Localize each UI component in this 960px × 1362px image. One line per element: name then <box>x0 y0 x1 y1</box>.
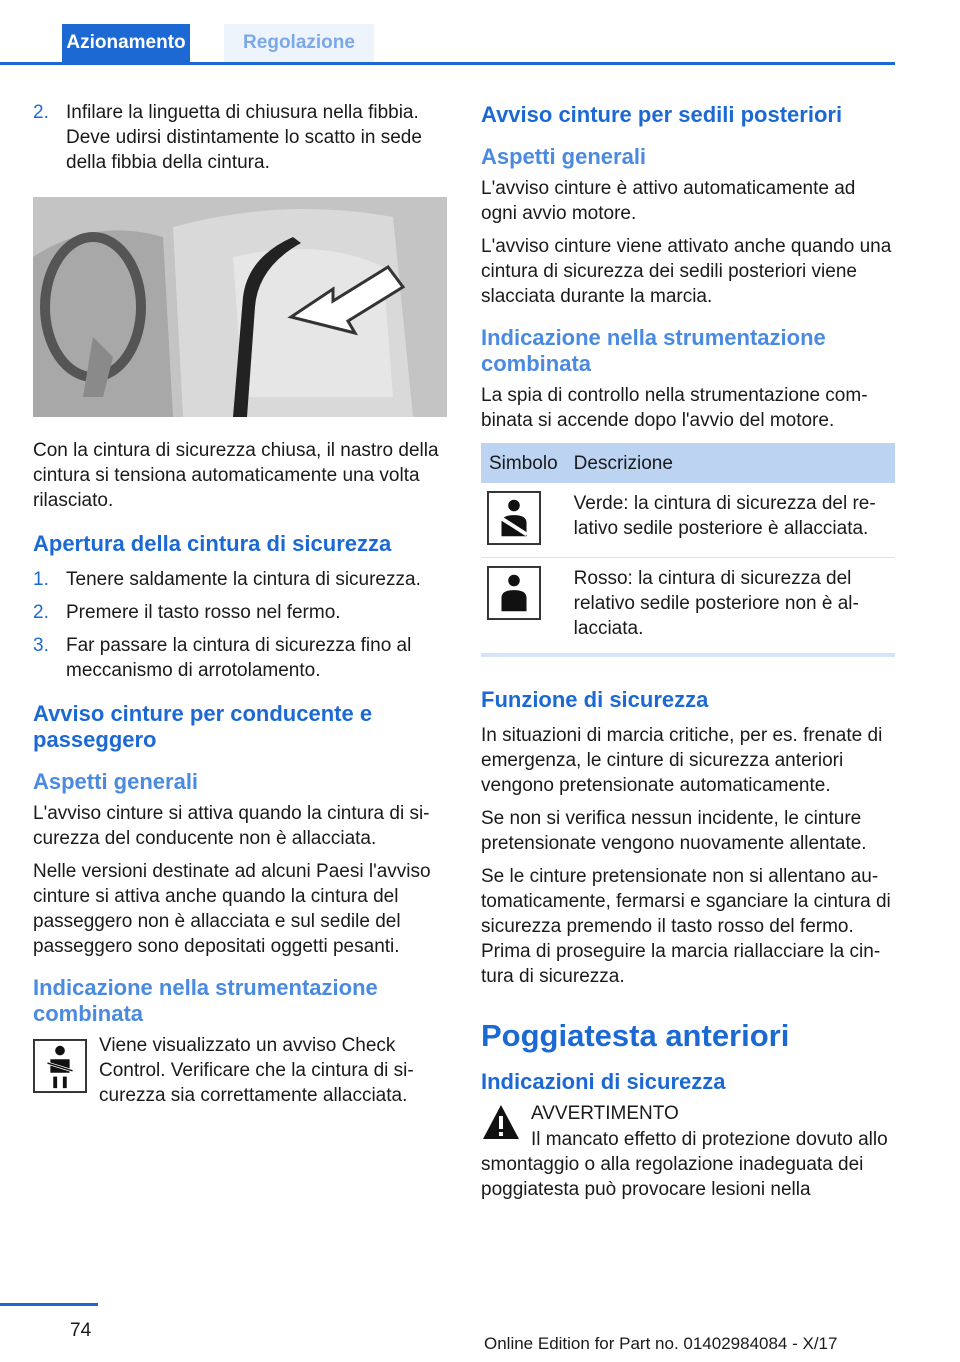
heading-indicazioni-sicurezza: Indicazioni di sicurezza <box>481 1069 726 1094</box>
list-item <box>33 600 447 625</box>
paragraph: Se non si verifica nessun incidente, le cinture pretensionate vengono nuovamente allentate. <box>481 808 867 854</box>
check-control-text: Viene visualizzato un avviso Check Control. Verificare che la cintura di sicurezza sia correttamente allacciata. <box>99 1035 414 1106</box>
paragraph: La spia di controllo nella strumentazione combinata si accende dopo l'avvio del motore. <box>481 385 868 431</box>
page-number: 74 <box>70 1320 92 1341</box>
step-text: Tenere saldamente la cintura di sicurezza. <box>66 569 421 590</box>
heading-avviso-conducente: Avviso cinture per conducente e passeggero <box>33 701 373 752</box>
seatbelt-photo <box>33 197 447 417</box>
warning-block <box>481 1101 895 1151</box>
list-item <box>33 633 447 683</box>
tab-azionamento[interactable]: Azionamento <box>62 24 190 62</box>
paragraph: Se le cinture pretensionate non si allentano automaticamente, fermarsi e sganciare la cintura di sicurezza premendo il tasto rosso del fermo. Prima di proseguire la marcia riallacciare la cintura di sicurezza. <box>481 866 891 987</box>
tab-regolazione[interactable]: Regolazione <box>224 24 374 62</box>
symbol-table <box>481 443 895 657</box>
steps-list <box>33 567 447 683</box>
list-item <box>33 567 447 592</box>
edition-note: Online Edition for Part no. 01402984084 - X/17 <box>484 1334 838 1353</box>
right-column <box>481 100 895 1202</box>
list-item <box>33 100 447 175</box>
paragraph: Con la cintura di sicurezza chiusa, il nastro della cintura si tensiona automaticamente una volta rilasciato. <box>33 440 439 511</box>
header-tabs <box>0 24 895 65</box>
step-number: 2. <box>33 102 49 123</box>
symbol-cell <box>481 558 566 656</box>
table-row <box>481 558 895 656</box>
seatbelt-warning-icon <box>33 1039 87 1093</box>
step-text: Infilare la linguetta di chiusura nella fibbia. Deve udirsi distintamente lo scatto in sede della fibbia della cintura. <box>66 102 422 173</box>
paragraph: L'avviso cinture si attiva quando la cintura di sicurezza del conducente non è allacciata. <box>33 803 430 849</box>
heading-aspetti-generali: Aspetti generali <box>33 769 199 794</box>
table-header-symbol: Simbolo <box>481 443 566 483</box>
seatbelt-unfastened-icon <box>487 566 541 620</box>
check-control-row <box>33 1033 447 1108</box>
paragraph: Nelle versioni destinate ad alcuni Paesi l'avviso cinture si attiva anche quando la cintura del passeggero non è allacciata e sul sedile del passeggero sono depositati oggetti pesanti. <box>33 861 431 957</box>
warning-triangle-icon <box>481 1103 521 1141</box>
table-row <box>481 483 895 558</box>
step-text: Premere il tasto rosso nel fermo. <box>66 602 341 623</box>
heading-indicazione: Indicazione nella strumentazione combinata <box>33 975 378 1026</box>
paragraph: In situazioni di marcia critiche, per es. frenate di emergenza, le cinture di sicurezza anteriori vengono pretensionate automaticamente. <box>481 725 883 796</box>
warning-title: AVVERTIMENTO <box>531 1103 679 1124</box>
step-number: 1. <box>33 569 49 590</box>
heading-apertura: Apertura della cintura di sicurezza <box>33 531 392 556</box>
heading-poggiatesta: Poggiatesta anteriori <box>481 1018 790 1053</box>
step-number: 3. <box>33 635 49 656</box>
footer-rule <box>0 1303 98 1306</box>
warning-text: Il mancato effetto di protezione dovuto allo smontaggio o alla regolazione inadeguata dei poggiatesta può provocare lesioni nella <box>481 1129 888 1200</box>
description-cell: Rosso: la cintura di sicurezza del relativo sedile posteriore non è allacciata. <box>566 558 895 656</box>
left-column <box>33 100 447 1108</box>
heading-indicazione: Indicazione nella strumentazione combinata <box>481 325 826 376</box>
heading-avviso-posteriori: Avviso cinture per sedili posteriori <box>481 102 843 127</box>
heading-aspetti-generali: Aspetti generali <box>481 144 647 169</box>
paragraph: L'avviso cinture è attivo automaticamente ad ogni avvio motore. <box>481 178 856 224</box>
heading-funzione-sicurezza: Funzione di sicurezza <box>481 687 709 712</box>
step-text: Far passare la cintura di sicurezza fino al meccanismo di arrotolamento. <box>66 635 412 681</box>
seatbelt-fastened-icon <box>487 491 541 545</box>
table-header-description: Descrizione <box>566 443 895 483</box>
symbol-cell <box>481 483 566 558</box>
step-number: 2. <box>33 602 49 623</box>
description-cell: Verde: la cintura di sicurezza del relativo sedile posteriore è allacciata. <box>566 483 895 558</box>
paragraph: L'avviso cinture viene attivato anche quando una cintura di sicurezza dei sedili posteriori viene slacciata durante la marcia. <box>481 236 892 307</box>
